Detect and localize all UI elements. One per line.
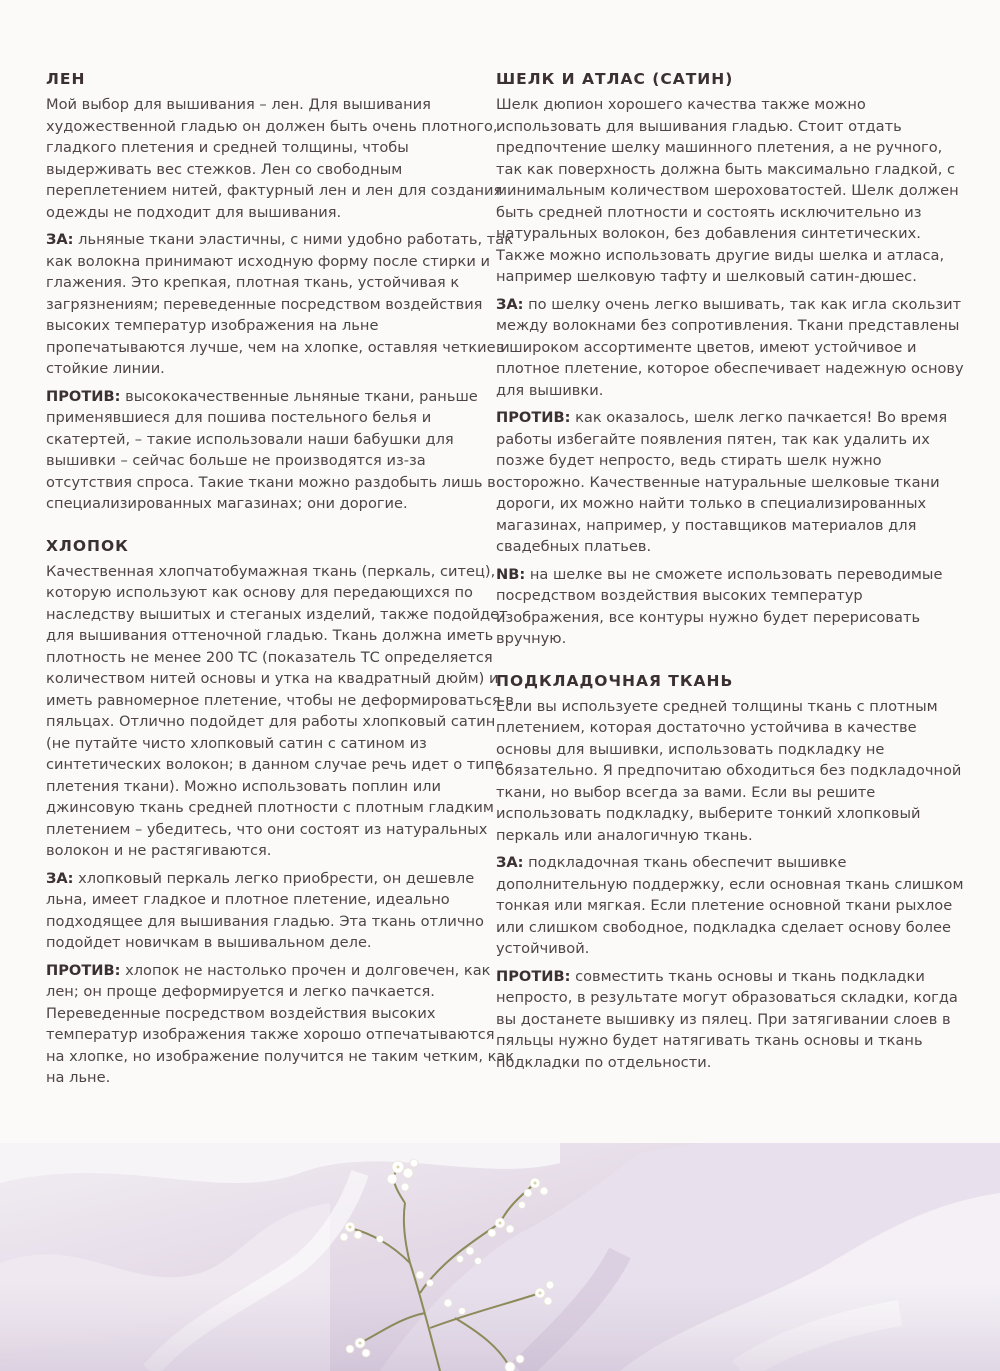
fabric-illustration [0,1143,1000,1371]
shelk-pro [496,294,966,402]
podkladka-pro [496,852,966,960]
section-title-shelk: ШЕЛК И АТЛАС (САТИН) [496,70,734,88]
hlopok-pro [46,868,516,954]
pro-text: подкладочная ткань обеспечит вышивке дополнительную поддержку, если основная ткань слишком тонкая или мягкая. Если плетение основной ткани рыхлое или слишком свободное, подкладка сделает основу более устойчивой. [496,854,964,957]
left-column [46,66,516,1095]
pro-label: ЗА: [496,854,524,871]
pro-label: ЗА: [46,869,74,887]
shelk-nb [496,564,966,650]
right-column [496,66,966,1079]
shelk-con [496,407,966,558]
pro-text: по шелку очень легко вышивать, так как игла скользит между волокнами без сопротивления. Ткани представлены в широком ассортименте цветов, имеют устойчивое и плотное плетение, которое обеспечивает надежную основу для вышивки. [496,295,964,399]
pro-text: хлопковый перкаль легко приобрести, он дешевле льна, имеет гладкое и плотное плетение, идеально подходящее для вышивания гладью. Эта ткань отлично подойдет новичкам в вышивальном деле. [46,869,484,951]
hlopok-con [46,960,516,1089]
podkladka-intro: Если вы используете средней толщины ткань с плотным плетением, которая достаточно устойчива в качестве основы для вышивки, использовать подкладку не обязательно. Я предпочитаю обходиться без подкладочной ткани, но выбор всегда за вами. Если вы решите использовать подкладку, выберите тонкий хлопковый перкаль или аналогичную ткань. [496,697,962,844]
con-text: высококачественные льняные ткани, раньше применявшиеся для пошива постельного белья и скатертей, – такие использовали наши бабушки для вышивки – сейчас больше не производятся из-за отсутствия спроса. Такие ткани можно раздобыть лишь в специализированных магазинах; они дорогие. [46,387,496,512]
section-title-podkladka: ПОДКЛАДОЧНАЯ ТКАНЬ [496,671,734,690]
con-label: ПРОТИВ: [46,961,121,979]
pro-label: ЗА: [496,295,524,313]
con-label: ПРОТИВ: [496,409,571,426]
len-pro [46,229,516,380]
len-intro: Мой выбор для вышивания – лен. Для вышивания художественной гладью он должен быть очень плотного, гладкого плетения и средней толщины, чтобы выдерживать вес стежков. Лен со свободным переплетением нитей, фактурный лен и лен для создания одежды не подходит для вышивания. [46,96,503,221]
con-text: хлопок не настолько прочен и долговечен, как лен; он проще деформируется и легко пачкается. Переведенные посредством воздействия высоких температур изображения также хорошо отпечатываются на хлопке, но изображение получится не таким четким, как на льне. [46,961,515,1086]
con-label: ПРОТИВ: [496,967,571,985]
podkladka-con [496,966,966,1074]
len-con [46,386,516,515]
nb-label: NB: [496,565,526,583]
hlopok-intro: Качественная хлопчатобумажная ткань (перкаль, ситец), которую используют как основу для передающихся по наследству вышитых и стеганых изделий, также подойдет для вышивания оттеночной гладью. Ткань должна иметь плотность не менее 200 ТС (показатель ТС определяется количеством нитей основы и утка на квадратный дюйм) и иметь равномерное плетение, чтобы не деформироваться в пяльцах. Отлично подойдет для работы хлопковый сатин (не путайте чисто хлопковый сатин с сатином из синтетических волокон; в данном случае речь идет о типе плетения ткани). Можно использовать поплин или джинсовую ткань средней плотности с плотным гладким плетением – убедитесь, что они состоят из натуральных волокон и не растягиваются. [46,562,514,859]
con-label: ПРОТИВ: [46,387,121,405]
pro-text: льняные ткани эластичны, с ними удобно работать, так как волокна принимают исходную форму после стирки и глажения. Это крепкая, плотная ткань, устойчивая к загрязнениям; переведенные посредством воздействия высоких температур изображения на льне пропечатываются лучше, чем на хлопке, оставляя четкие и стойкие линии. [46,231,514,377]
section-title-len: ЛЕН [46,70,86,88]
fabric-flowers-photo [0,1143,1000,1371]
nb-text: на шелке вы не сможете использовать переводимые посредством воздействия высоких температур изображения, все контуры нужно будет перерисовать вручную. [496,565,943,647]
con-text: как оказалось, шелк легко пачкается! Во время работы избегайте появления пятен, так как удалить их позже будет непросто, ведь стирать шелк нужно осторожно. Качественные натуральные шелковые ткани дороги, их можно найти только в специализированных магазинах, например, у поставщиков материалов для свадебных платьев. [496,409,948,555]
shelk-intro: Шелк дюпион хорошего качества также можно использовать для вышивания гладью. Стоит отдать предпочтение шелку машинного плетения, а не ручного, так как поверхность должна быть максимально гладкой, с минимальным количеством шероховатостей. Шелк должен быть средней плотности и состоять исключительно из натуральных волокон, без добавления синтетических. Также можно использовать другие виды шелка и атласа, например шелковую тафту и шелковый сатин-дюшес. [496,96,959,285]
con-text: совместить ткань основы и ткань подкладки непросто, в результате могут образоваться складки, когда вы достанете вышивку из пялец. При затягивании слоев в пяльцы нужно будет натягивать ткань основы и ткань подкладки по отдельности. [496,967,958,1071]
pro-label: ЗА: [46,231,74,248]
section-title-hlopok: ХЛОПОК [46,536,129,555]
